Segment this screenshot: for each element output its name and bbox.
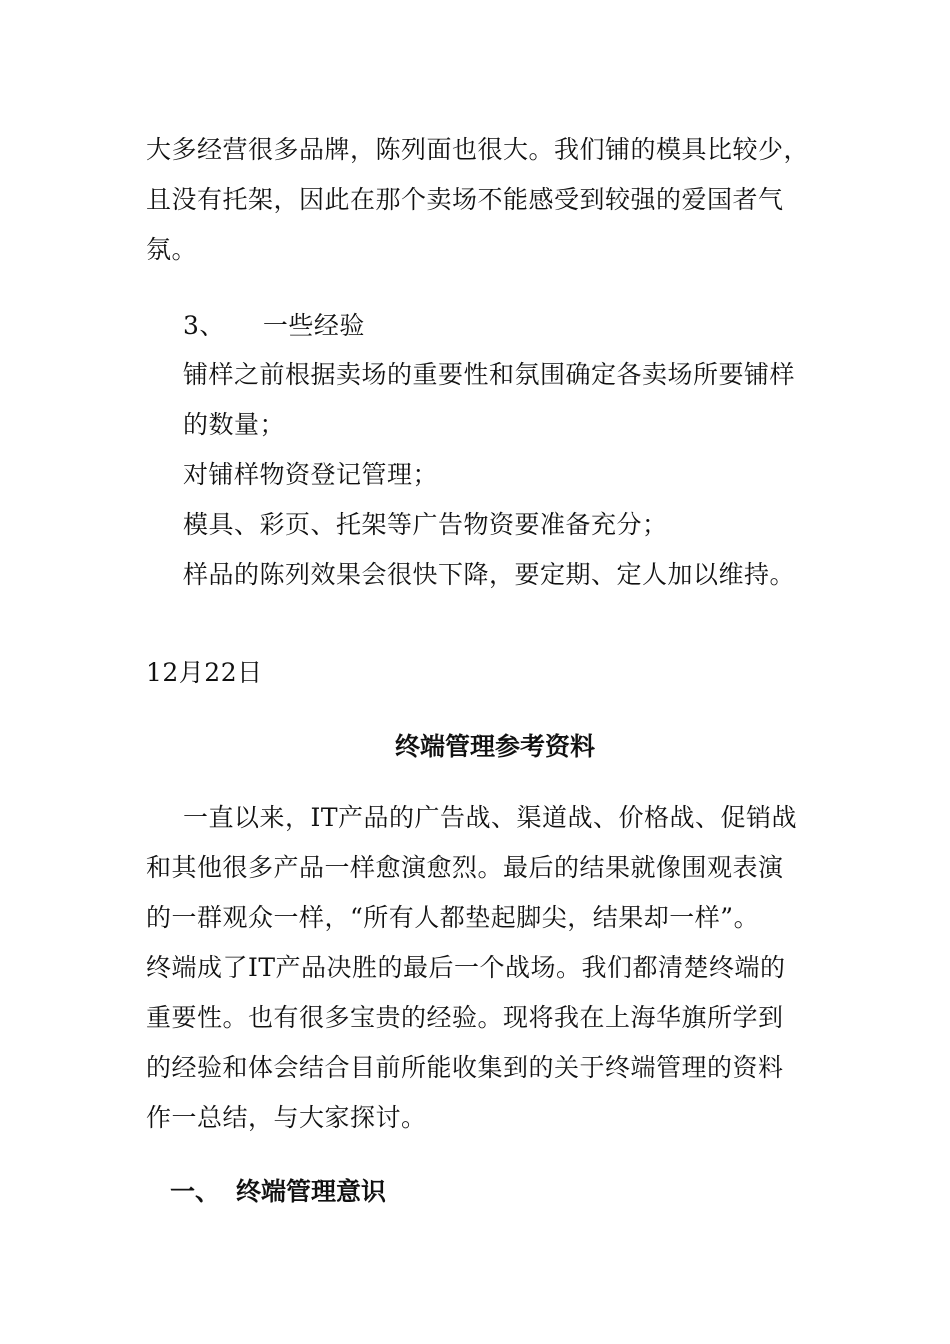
list-item: 模具、彩页、托架等广告物资要准备充分； <box>183 510 668 539</box>
list-item: 的数量； <box>183 410 286 439</box>
section-number: 一、 <box>170 1177 221 1206</box>
subsection-number: 3、 <box>183 311 225 340</box>
section-title: 终端管理意识 <box>236 1177 387 1206</box>
paragraph-line: 的经验和体会结合目前所能收集到的关于终端管理的资料 <box>146 1053 784 1082</box>
list-item: 铺样之前根据卖场的重要性和氛围确定各卖场所要铺样 <box>183 360 796 389</box>
paragraph-line: 一直以来，IT产品的广告战、渠道战、价格战、促销战 <box>183 803 798 832</box>
paragraph-line: 的一群观众一样，“所有人都垫起脚尖，结果却一样”。 <box>146 903 760 932</box>
paragraph-line: 作一总结，与大家探讨。 <box>146 1103 427 1132</box>
paragraph-line: 终端成了IT产品决胜的最后一个战场。我们都清楚终端的 <box>146 953 786 982</box>
paragraph-line: 大多经营很多品牌，陈列面也很大。我们铺的模具比较少， <box>146 135 810 164</box>
paragraph-line: 氛。 <box>146 235 198 264</box>
paragraph-line: 重要性。也有很多宝贵的经验。现将我在上海华旗所学到 <box>146 1003 784 1032</box>
date-text: 12月22日 <box>146 658 263 687</box>
paragraph-line: 且没有托架，因此在那个卖场不能感受到较强的爱国者气 <box>146 185 784 214</box>
document-title: 终端管理参考资料 <box>394 732 595 761</box>
section-heading <box>170 1175 386 1209</box>
list-item: 对铺样物资登记管理； <box>183 460 439 489</box>
paragraph-line: 和其他很多产品一样愈演愈烈。最后的结果就像围观表演 <box>146 853 784 882</box>
subsection-title: 一些经验 <box>262 311 365 340</box>
list-item: 样品的陈列效果会很快下降，要定期、定人加以维持。 <box>183 560 796 589</box>
subsection-heading <box>183 309 365 343</box>
